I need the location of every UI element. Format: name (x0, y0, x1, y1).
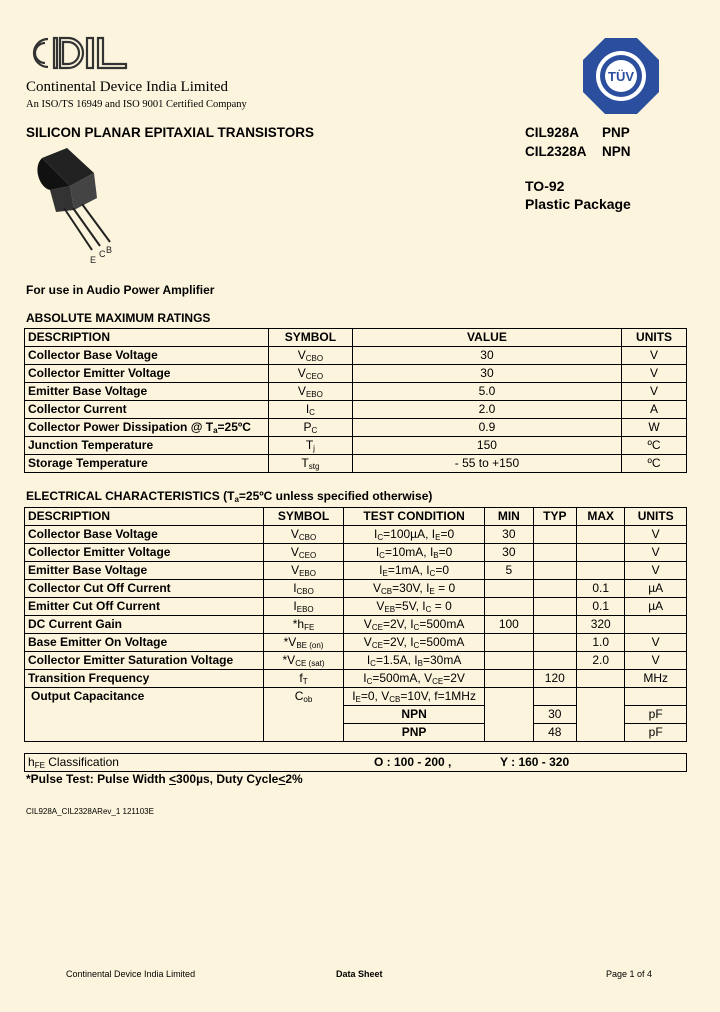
row-symbol: $T_j$ (268, 437, 352, 455)
row-condition: $I_C=500mA$, $V_{CE}=2V$ (344, 670, 485, 688)
row-max (577, 670, 625, 688)
table-row (25, 670, 687, 688)
row-typ (533, 544, 577, 562)
row-unit: V (625, 634, 687, 652)
table-row (25, 634, 687, 652)
row-value: 0.9 (352, 419, 621, 437)
row-description: Collector Current (25, 401, 269, 419)
part-number-1: CIL928A (525, 125, 580, 140)
row-symbol: $P_C$ (268, 419, 352, 437)
part-type-2: NPN (602, 144, 631, 159)
row-condition: $V_{CE}=2V$, $I_C=500mA$ (344, 634, 485, 652)
row-typ (533, 562, 577, 580)
row-unit: V (625, 526, 687, 544)
pnp-typ: 48 (533, 724, 577, 742)
row-unit: V (622, 365, 687, 383)
row-max: 1.0 (577, 634, 625, 652)
col-description: DESCRIPTION (25, 508, 264, 526)
footer-company: Continental Device India Limited (66, 969, 196, 979)
abs-max-header-row (25, 329, 687, 347)
package-name: TO-92 (525, 178, 565, 194)
package-type: Plastic Package (525, 196, 631, 212)
svg-text:B: B (106, 245, 113, 255)
row-value: 2.0 (352, 401, 621, 419)
row-max (577, 544, 625, 562)
col-min: MIN (485, 508, 533, 526)
row-description: Collector Emitter Saturation Voltage (25, 652, 264, 670)
abs-max-table (24, 328, 687, 473)
to92-transistor-drawing (22, 138, 132, 266)
row-symbol: $*h_{FE}$ (264, 616, 344, 634)
footer-page: Page 1 of 4 (606, 969, 653, 979)
product-title: SILICON PLANAR EPITAXIAL TRANSISTORS (26, 125, 315, 140)
row-unit: ºC (622, 437, 687, 455)
svg-text:TÜV: TÜV (608, 69, 634, 84)
row-min: 5 (485, 562, 533, 580)
row-min: 30 (485, 544, 533, 562)
row-unit: µA (625, 598, 687, 616)
row-description: Base Emitter On Voltage (25, 634, 264, 652)
row-unit: V (622, 383, 687, 401)
elec-heading: ELECTRICAL CHARACTERISTICS ($T_a=25ºC$ unless specified otherwise) (26, 489, 433, 504)
hfe-label: $h_{FE}$ Classification (25, 754, 372, 772)
table-row (25, 526, 687, 544)
output-cap-symbol: $C_{ob}$ (264, 688, 344, 742)
pulse-test-note: *Pulse Test: Pulse Width <300µs, Duty Cycle<2% (26, 772, 303, 786)
row-symbol: $V_{CBO}$ (264, 526, 344, 544)
npn-typ: 30 (533, 706, 577, 724)
table-row (25, 616, 687, 634)
row-unit: µA (625, 580, 687, 598)
col-units: UNITS (622, 329, 687, 347)
row-min: 100 (485, 616, 533, 634)
row-symbol: $I_{CBO}$ (264, 580, 344, 598)
row-value: 5.0 (352, 383, 621, 401)
table-row (25, 401, 687, 419)
hfe-classification-table (24, 753, 687, 772)
row-symbol: $V_{EBO}$ (264, 562, 344, 580)
row-unit: MHz (625, 670, 687, 688)
row-typ (533, 526, 577, 544)
col-symbol: SYMBOL (264, 508, 344, 526)
row-symbol: $f_T$ (264, 670, 344, 688)
hfe-class-y: Y : 160 - 320 (497, 754, 687, 772)
row-max: 0.1 (577, 580, 625, 598)
npn-label: NPN (344, 706, 485, 724)
row-description: Collector Base Voltage (25, 347, 269, 365)
part-type-1: PNP (602, 125, 630, 140)
row-condition: $I_E=1mA$, $I_C=0$ (344, 562, 485, 580)
col-units: UNITS (625, 508, 687, 526)
row-max: 0.1 (577, 598, 625, 616)
row-condition: $V_{CB}=30V$, $I_E = 0$ (344, 580, 485, 598)
row-value: 150 (352, 437, 621, 455)
company-name: Continental Device India Limited (26, 79, 229, 95)
row-symbol: $V_{EBO}$ (268, 383, 352, 401)
col-description: DESCRIPTION (25, 329, 269, 347)
table-row (25, 347, 687, 365)
row-symbol: $*V_{BE (on)}$ (264, 634, 344, 652)
footer-doc-type: Data Sheet (336, 969, 383, 979)
elec-table (24, 507, 687, 742)
table-row (25, 365, 687, 383)
row-min (485, 634, 533, 652)
col-value: VALUE (352, 329, 621, 347)
row-symbol: $T_{stg}$ (268, 455, 352, 473)
abs-max-heading: ABSOLUTE MAXIMUM RATINGS (26, 311, 211, 325)
row-min: 30 (485, 526, 533, 544)
col-test-condition: TEST CONDITION (344, 508, 485, 526)
row-description: Collector Emitter Voltage (25, 544, 264, 562)
svg-text:CDIL: CDIL (78, 57, 81, 58)
row-condition: $V_{EB}=5V$, $I_C = 0$ (344, 598, 485, 616)
row-min (485, 598, 533, 616)
row-description: Storage Temperature (25, 455, 269, 473)
pnp-unit: pF (625, 724, 687, 742)
application-note: For use in Audio Power Amplifier (26, 283, 215, 297)
row-min (485, 652, 533, 670)
pnp-label: PNP (344, 724, 485, 742)
col-max: MAX (577, 508, 625, 526)
row-min (485, 580, 533, 598)
table-row (25, 562, 687, 580)
row-unit (625, 616, 687, 634)
row-unit: V (625, 562, 687, 580)
table-row (25, 437, 687, 455)
row-description: DC Current Gain (25, 616, 264, 634)
row-min (485, 670, 533, 688)
svg-text:C: C (99, 249, 106, 259)
row-description: Collector Base Voltage (25, 526, 264, 544)
part-number-2: CIL2328A (525, 144, 587, 159)
table-row (25, 544, 687, 562)
row-unit: W (622, 419, 687, 437)
table-row (25, 652, 687, 670)
row-typ (533, 634, 577, 652)
row-condition: $V_{CE}=2V$, $I_C=500mA$ (344, 616, 485, 634)
row-max: 2.0 (577, 652, 625, 670)
row-unit: A (622, 401, 687, 419)
hfe-class-o: O : 100 - 200 , (371, 754, 497, 772)
row-description: Collector Emitter Voltage (25, 365, 269, 383)
table-row (25, 383, 687, 401)
row-value: 30 (352, 365, 621, 383)
output-cap-desc: Output Capacitance (25, 688, 264, 742)
row-unit: V (625, 544, 687, 562)
table-row (25, 455, 687, 473)
row-unit: V (622, 347, 687, 365)
row-typ: 120 (533, 670, 577, 688)
row-symbol: $V_{CEO}$ (268, 365, 352, 383)
row-description: Junction Temperature (25, 437, 269, 455)
row-description: Emitter Cut Off Current (25, 598, 264, 616)
output-cap-condition: $I_E=0$, $V_{CB}=10V$, f=1MHz (344, 688, 485, 706)
table-row (25, 688, 687, 706)
row-typ (533, 580, 577, 598)
row-condition: $I_C=1.5A$, $I_B=30mA$ (344, 652, 485, 670)
cdil-logo (26, 33, 130, 73)
col-typ: TYP (533, 508, 577, 526)
row-symbol: $I_C$ (268, 401, 352, 419)
row-max (577, 526, 625, 544)
row-condition: $I_C=10mA$, $I_B=0$ (344, 544, 485, 562)
row-symbol: $V_{CEO}$ (264, 544, 344, 562)
row-value: 30 (352, 347, 621, 365)
tuv-badge (582, 37, 660, 115)
row-symbol: $V_{CBO}$ (268, 347, 352, 365)
table-row (25, 598, 687, 616)
row-symbol: $I_{EBO}$ (264, 598, 344, 616)
revision-code: CIL928A_CIL2328ARev_1 121103E (26, 807, 154, 816)
table-row (25, 580, 687, 598)
table-row (25, 419, 687, 437)
row-condition: $I_C=100\mu A$, $I_E=0$ (344, 526, 485, 544)
row-symbol: $*V_{CE (sat)}$ (264, 652, 344, 670)
row-unit: V (625, 652, 687, 670)
row-description: Emitter Base Voltage (25, 562, 264, 580)
row-typ (533, 598, 577, 616)
row-description: Emitter Base Voltage (25, 383, 269, 401)
row-unit: ºC (622, 455, 687, 473)
row-value: - 55 to +150 (352, 455, 621, 473)
row-description: Transition Frequency (25, 670, 264, 688)
npn-unit: pF (625, 706, 687, 724)
elec-header-row (25, 508, 687, 526)
row-max (577, 562, 625, 580)
col-symbol: SYMBOL (268, 329, 352, 347)
row-description: Collector Power Dissipation @ $T_a=25ºC$ (25, 419, 269, 437)
row-description: Collector Cut Off Current (25, 580, 264, 598)
certification-text: An ISO/TS 16949 and ISO 9001 Certified Company (26, 99, 247, 110)
row-typ (533, 616, 577, 634)
row-typ (533, 652, 577, 670)
hfe-row (25, 754, 687, 772)
row-max: 320 (577, 616, 625, 634)
svg-text:E: E (90, 255, 97, 265)
